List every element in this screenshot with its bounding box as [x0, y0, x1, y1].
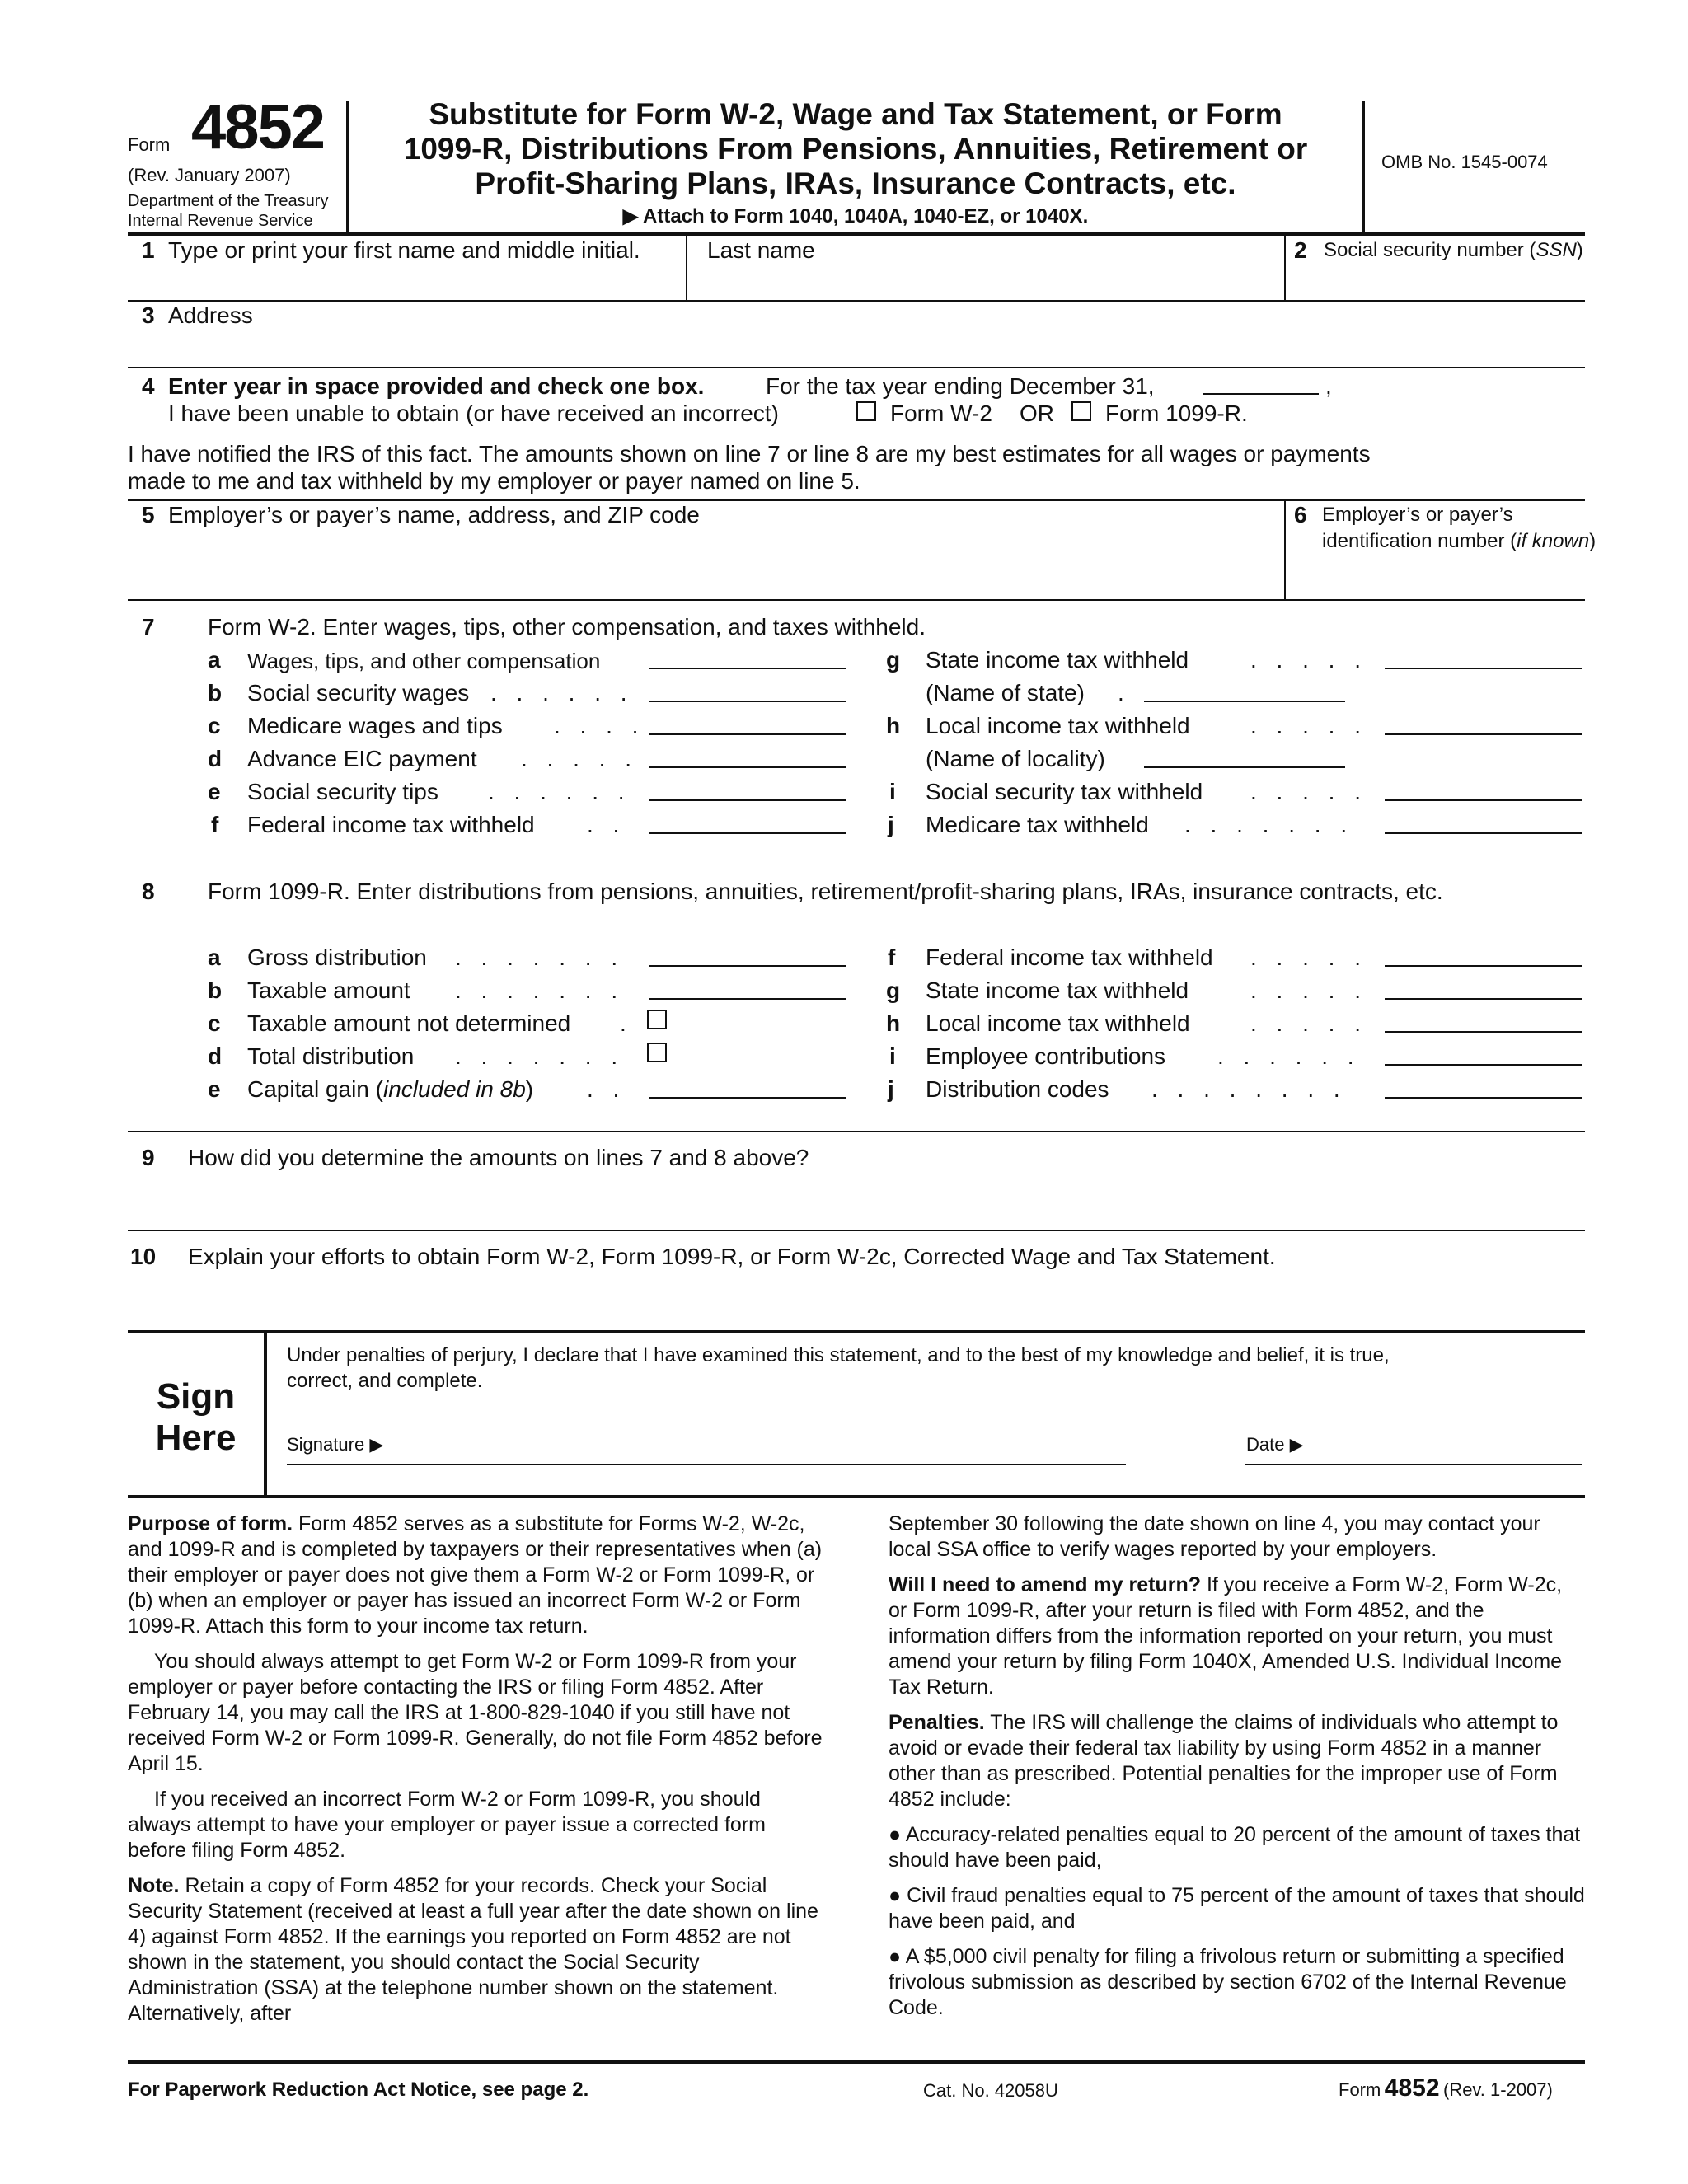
- line8i-dots: . . . . . .: [1217, 1043, 1361, 1069]
- line8h-label: Local income tax withheld: [926, 1010, 1190, 1036]
- line8-title: Form 1099-R. Enter distributions from pensions, annuities, retirement/profit-sharing plans, IRAs, insurance contracts, etc.: [208, 879, 1443, 904]
- line8e-input[interactable]: [649, 1097, 846, 1099]
- arrow-right-icon: ▶: [369, 1434, 384, 1455]
- penalty-bullet-2: [889, 1883, 1585, 1934]
- line8e-label-italic: included in 8b: [382, 1076, 526, 1102]
- line8c-label: Taxable amount not determined: [247, 1010, 571, 1036]
- penalty-bullet-3: [889, 1944, 1585, 2021]
- line7b-input[interactable]: [649, 701, 846, 702]
- line7b-letter: b: [208, 680, 223, 705]
- form-title: [349, 97, 1362, 201]
- line7i-dots: . . . . .: [1250, 779, 1368, 804]
- line6-divider: [1284, 499, 1286, 600]
- amend-text: If you receive a Form W-2, Form W-2c, or Form 1099-R, after your return is filed with Form 4852, and the information differs from the information reported on your return, you must amend your return by filing Form 1040X, Amended U.S. Individual Income Tax Return.: [889, 1573, 1563, 1699]
- rule-line5: [128, 599, 1585, 601]
- note-heading: Note.: [128, 1874, 180, 1897]
- line8d-label: Total distribution: [247, 1043, 415, 1069]
- omb-number: OMB No. 1545-0074: [1381, 152, 1548, 172]
- line3-number: 3: [142, 302, 155, 328]
- line8d-dots: . . . . . . .: [455, 1043, 625, 1069]
- locality-name-input[interactable]: [1144, 766, 1345, 768]
- penalties-paragraph: [889, 1710, 1585, 1812]
- last-name-label: Last name: [707, 237, 815, 263]
- line9-input[interactable]: [188, 1174, 1581, 1226]
- state-name-label: (Name of state): [926, 680, 1085, 705]
- or-label: OR: [1020, 401, 1054, 426]
- line10-number: 10: [130, 1244, 157, 1269]
- rule-line8: [128, 1131, 1585, 1132]
- line5-number: 5: [142, 502, 155, 527]
- line8h-input[interactable]: [1385, 1031, 1582, 1033]
- line7j-letter: j: [888, 812, 894, 837]
- line8-number: 8: [142, 879, 155, 904]
- line1-number: 1: [142, 237, 155, 263]
- line8a-label: Gross distribution: [247, 944, 427, 970]
- sign-here-label: [128, 1376, 264, 1459]
- line8g-label: State income tax withheld: [926, 977, 1189, 1003]
- amend-paragraph: [889, 1572, 1585, 1700]
- line7e-letter: e: [208, 779, 221, 804]
- line7d-input[interactable]: [649, 766, 846, 768]
- unable-to-obtain-label: I have been unable to obtain (or have received an incorrect): [168, 401, 779, 426]
- line10-input[interactable]: [188, 1273, 1581, 1326]
- line8f-label: Federal income tax withheld: [926, 944, 1213, 970]
- line7-title: Form W-2. Enter wages, tips, other compensation, and taxes withheld.: [208, 614, 926, 640]
- line7h-label: Local income tax withheld: [926, 713, 1190, 738]
- bullet-icon: ●: [889, 1884, 902, 1907]
- line7e-input[interactable]: [649, 799, 846, 801]
- penalties-text: The IRS will challenge the claims of individuals who attempt to avoid or evade their federal tax liability by using Form 4852 in a manner other than as prescribed. Potential penalties for the improper use of Form 4852 include:: [889, 1711, 1559, 1811]
- date-text: Date: [1246, 1434, 1285, 1455]
- penalty-bullet-1: [889, 1822, 1585, 1873]
- line7i-input[interactable]: [1385, 799, 1582, 801]
- line2-divider: [1284, 234, 1286, 300]
- if-known-text: if known: [1517, 530, 1590, 552]
- line7h-letter: h: [886, 713, 901, 738]
- sign-divider: [264, 1330, 267, 1497]
- line8i-label: Employee contributions: [926, 1043, 1166, 1069]
- line7j-dots: . . . . . . .: [1184, 812, 1354, 837]
- taxable-not-determined-checkbox[interactable]: [647, 1010, 667, 1029]
- line7c-label: Medicare wages and tips: [247, 713, 503, 738]
- line6-number: 6: [1294, 502, 1307, 527]
- state-name-input[interactable]: [1144, 701, 1345, 702]
- line8a-dots: . . . . . . .: [455, 944, 625, 970]
- form-revision: (Rev. January 2007): [128, 165, 291, 185]
- first-name-label: Type or print your first name and middle initial.: [168, 237, 640, 263]
- line8g-input[interactable]: [1385, 998, 1582, 1000]
- address-input[interactable]: [168, 330, 1578, 364]
- arrow-right-icon: ▶: [1289, 1434, 1304, 1455]
- form-w2-label: Form W-2: [890, 401, 992, 426]
- rule-line1: [128, 300, 1585, 302]
- line7h-dots: . . . . .: [1250, 713, 1368, 738]
- penalties-heading: Penalties.: [889, 1711, 985, 1734]
- line8a-letter: a: [208, 944, 221, 970]
- line1-divider: [686, 234, 687, 300]
- line7g-dots: . . . . .: [1250, 647, 1368, 673]
- notice-line2: made to me and tax withheld by my employer or payer named on line 5.: [128, 468, 860, 494]
- ssa-verify-paragraph: September 30 following the date shown on line 4, you may contact your local SSA office to verify wages reported by your employers.: [889, 1512, 1540, 1561]
- line7f-input[interactable]: [649, 832, 846, 834]
- line8j-input[interactable]: [1385, 1097, 1582, 1099]
- line7g-input[interactable]: [1385, 668, 1582, 669]
- line8c-dots: .: [620, 1010, 626, 1036]
- bullet-icon: ●: [889, 1823, 902, 1846]
- line7a-letter: a: [208, 647, 221, 673]
- line7b-label: Social security wages: [247, 680, 470, 705]
- footer-form-number: 4852: [1384, 2074, 1440, 2102]
- footer-form-word: Form: [1339, 2079, 1381, 2100]
- line8g-letter: g: [886, 977, 901, 1003]
- note-text: Retain a copy of Form 4852 for your records. Check your Social Security Statement (received at least a full year after the date shown on line 4) against Form 4852. If the earnings you reported on Form 4852 are not shown in the statement, you should contact the Social Security Administration (SSA) at the telephone number shown on the statement. Alternatively, after: [128, 1874, 818, 2025]
- state-name-dots: .: [1118, 680, 1124, 705]
- rule-line4: [128, 499, 1585, 501]
- line8e-label-end: ): [525, 1076, 534, 1102]
- form-number: 4852: [191, 92, 325, 162]
- line8j-label: Distribution codes: [926, 1076, 1109, 1102]
- line8d-letter: d: [208, 1043, 223, 1069]
- footer-revision: (Rev. 1-2007): [1442, 2079, 1553, 2100]
- line8i-input[interactable]: [1385, 1064, 1582, 1066]
- line8b-dots: . . . . . . .: [455, 977, 625, 1003]
- note-paragraph: [128, 1873, 824, 2027]
- line9-label: How did you determine the amounts on lines 7 and 8 above?: [188, 1145, 809, 1170]
- employer-id-label-line2: [1322, 530, 1596, 553]
- form-1099r-checkbox[interactable]: [1071, 401, 1091, 421]
- employer-id-input[interactable]: [1302, 556, 1582, 598]
- purpose-heading: Purpose of form.: [128, 1512, 293, 1535]
- sign-word: Sign: [156, 1376, 236, 1417]
- ssn-label-text: Social security number: [1324, 239, 1524, 261]
- line7f-dots: . .: [587, 812, 626, 837]
- header-rule: [128, 232, 1585, 236]
- employer-name-input[interactable]: [168, 532, 1273, 598]
- footer-rule: [128, 2060, 1585, 2064]
- tax-year-comma: ,: [1325, 373, 1332, 399]
- line8h-dots: . . . . .: [1250, 1010, 1368, 1036]
- tax-year-label: For the tax year ending December 31,: [766, 373, 1155, 399]
- employer-name-label: Employer’s or payer’s name, address, and ZIP code: [168, 502, 700, 527]
- ssn-label: Social security number (SSN): [1324, 239, 1583, 261]
- instructions-right-column: [889, 1511, 1585, 2031]
- notice-line1: I have notified the IRS of this fact. The amounts shown on line 7 or line 8 are my best estimates for all wages or payments: [128, 441, 1371, 466]
- rule-line10: [128, 1330, 1585, 1333]
- form-word: Form: [128, 134, 171, 155]
- line8b-input[interactable]: [649, 998, 846, 1000]
- attach-instruction: [349, 204, 1362, 228]
- attach-text: Attach to Form 1040, 1040A, 1040-EZ, or 1040X.: [643, 205, 1089, 227]
- total-distribution-checkbox[interactable]: [647, 1043, 667, 1062]
- signature-text: Signature: [287, 1434, 365, 1455]
- here-word: Here: [155, 1418, 237, 1458]
- line8j-letter: j: [888, 1076, 894, 1102]
- header-divider-right: [1362, 101, 1365, 232]
- line7j-label: Medicare tax withheld: [926, 812, 1149, 837]
- line8e-letter: e: [208, 1076, 221, 1102]
- line8b-letter: b: [208, 977, 223, 1003]
- penalty-bullet-2-text: Civil fraud penalties equal to 75 percent of the amount of taxes that should have been paid, and: [889, 1884, 1585, 1933]
- line7e-label: Social security tips: [247, 779, 438, 804]
- line7a-label: Wages, tips, and other compensation: [247, 649, 601, 673]
- irs-name: Internal Revenue Service: [128, 212, 313, 230]
- bullet-icon: ●: [889, 1945, 902, 1968]
- line7i-label: Social security tax withheld: [926, 779, 1203, 804]
- form-title-line2: 1099-R, Distributions From Pensions, Annuities, Retirement or: [403, 132, 1308, 166]
- line10-label: Explain your efforts to obtain Form W-2, Form 1099-R, or Form W-2c, Corrected Wage and Tax Statement.: [188, 1244, 1276, 1269]
- declaration-line2: correct, and complete.: [287, 1370, 483, 1392]
- line7d-label: Advance EIC payment: [247, 746, 477, 771]
- line8a-input[interactable]: [649, 965, 846, 967]
- ssn-abbrev: SSN: [1536, 239, 1577, 261]
- line8f-letter: f: [888, 944, 896, 970]
- tax-year-input[interactable]: [1203, 393, 1319, 395]
- line7e-dots: . . . . . .: [488, 779, 631, 804]
- line8h-letter: h: [886, 1010, 901, 1036]
- form-w2-checkbox[interactable]: [856, 401, 876, 421]
- rule-sign: [128, 1495, 1585, 1498]
- purpose-paragraph: [128, 1511, 824, 1639]
- amend-heading: Will I need to amend my return?: [889, 1573, 1201, 1596]
- date-input[interactable]: [1245, 1464, 1582, 1465]
- department-name: Department of the Treasury: [128, 192, 329, 210]
- employer-id-label-line1: Employer’s or payer’s: [1322, 504, 1513, 526]
- date-label: [1246, 1434, 1304, 1455]
- paren-close: ): [1589, 530, 1597, 552]
- last-name-input[interactable]: [707, 262, 1276, 297]
- signature-label: [287, 1434, 383, 1455]
- line8f-dots: . . . . .: [1250, 944, 1368, 970]
- line7c-input[interactable]: [649, 733, 846, 735]
- line7-number: 7: [142, 614, 155, 640]
- line8i-letter: i: [889, 1043, 896, 1069]
- line7g-label: State income tax withheld: [926, 647, 1189, 673]
- ssn-input[interactable]: [1302, 262, 1582, 297]
- line8e-dots: . .: [587, 1076, 626, 1102]
- locality-name-label: (Name of locality): [926, 746, 1105, 771]
- line8j-dots: . . . . . . . .: [1151, 1076, 1347, 1102]
- line4-number: 4: [142, 373, 155, 399]
- line7a-input[interactable]: [649, 668, 846, 669]
- incorrect-form-paragraph: If you received an incorrect Form W-2 or Form 1099-R, you should always attempt to have your employer or payer issue a corrected form before filing Form 4852.: [128, 1788, 766, 1862]
- attempt-paragraph: You should always attempt to get Form W-2 or Form 1099-R from your employer or payer before contacting the IRS or filing Form 4852. After February 14, you may call the IRS at 1-800-829-1040 if you still have not received Form W-2 or Form 1099-R. Generally, do not file Form 4852 before April 15.: [128, 1650, 823, 1775]
- line8c-letter: c: [208, 1010, 221, 1036]
- line7j-input[interactable]: [1385, 832, 1582, 834]
- signature-input[interactable]: [287, 1464, 1126, 1465]
- line4-instruction: Enter year in space provided and check one box.: [168, 373, 705, 399]
- form-1099r-label: Form 1099-R.: [1105, 401, 1248, 426]
- form-title-line3: Profit-Sharing Plans, IRAs, Insurance Contracts, etc.: [475, 166, 1236, 200]
- line7f-label: Federal income tax withheld: [247, 812, 535, 837]
- first-name-input[interactable]: [193, 262, 679, 297]
- line9-number: 9: [142, 1145, 155, 1170]
- instructions-left-column: [128, 1511, 824, 2036]
- arrow-right-icon: ▶: [622, 205, 639, 227]
- line7c-letter: c: [208, 713, 221, 738]
- catalog-number: Cat. No. 42058U: [923, 2080, 1058, 2101]
- line7g-letter: g: [886, 647, 901, 673]
- line8f-input[interactable]: [1385, 965, 1582, 967]
- penalty-bullet-3-text: A $5,000 civil penalty for filing a frivolous return or submitting a specified frivolous submission as described by section 6702 of the Internal Revenue Code.: [889, 1945, 1567, 2019]
- rule-line9: [128, 1230, 1585, 1231]
- line7b-dots: . . . . . .: [490, 680, 634, 705]
- address-label: Address: [168, 302, 253, 328]
- paperwork-notice: For Paperwork Reduction Act Notice, see page 2.: [128, 2079, 589, 2101]
- line8b-label: Taxable amount: [247, 977, 410, 1003]
- line7i-letter: i: [889, 779, 896, 804]
- line7h-input[interactable]: [1385, 733, 1582, 735]
- employer-id-label-text: identification number (: [1322, 530, 1517, 552]
- line7d-letter: d: [208, 746, 223, 771]
- line2-number: 2: [1294, 237, 1307, 263]
- line7d-dots: . . . . .: [521, 746, 639, 771]
- line8g-dots: . . . . .: [1250, 977, 1368, 1003]
- declaration-line1: Under penalties of perjury, I declare that I have examined this statement, and to the best of my knowledge and belief, it is true,: [287, 1344, 1390, 1366]
- form-title-line1: Substitute for Form W-2, Wage and Tax Statement, or Form: [429, 97, 1282, 131]
- footer-form-id: [1339, 2074, 1553, 2102]
- purpose-text: Form 4852 serves as a substitute for Forms W-2, W-2c, and 1099-R and is completed by taxpayers or their representatives when (a) their employer or payer does not give them a Form W-2 or Form 1099-R, or (b) when an employer or payer has issued an incorrect Form W-2 or Form 1099-R. Attach this form to your income tax return.: [128, 1512, 823, 1638]
- penalty-bullet-1-text: Accuracy-related penalties equal to 20 percent of the amount of taxes that should have been paid,: [889, 1823, 1581, 1872]
- line8e-label-text: Capital gain (: [247, 1076, 383, 1102]
- line7f-letter: f: [211, 812, 219, 837]
- line7c-dots: . . . .: [554, 713, 645, 738]
- line8e-label: [247, 1076, 533, 1103]
- rule-line3: [128, 367, 1585, 368]
